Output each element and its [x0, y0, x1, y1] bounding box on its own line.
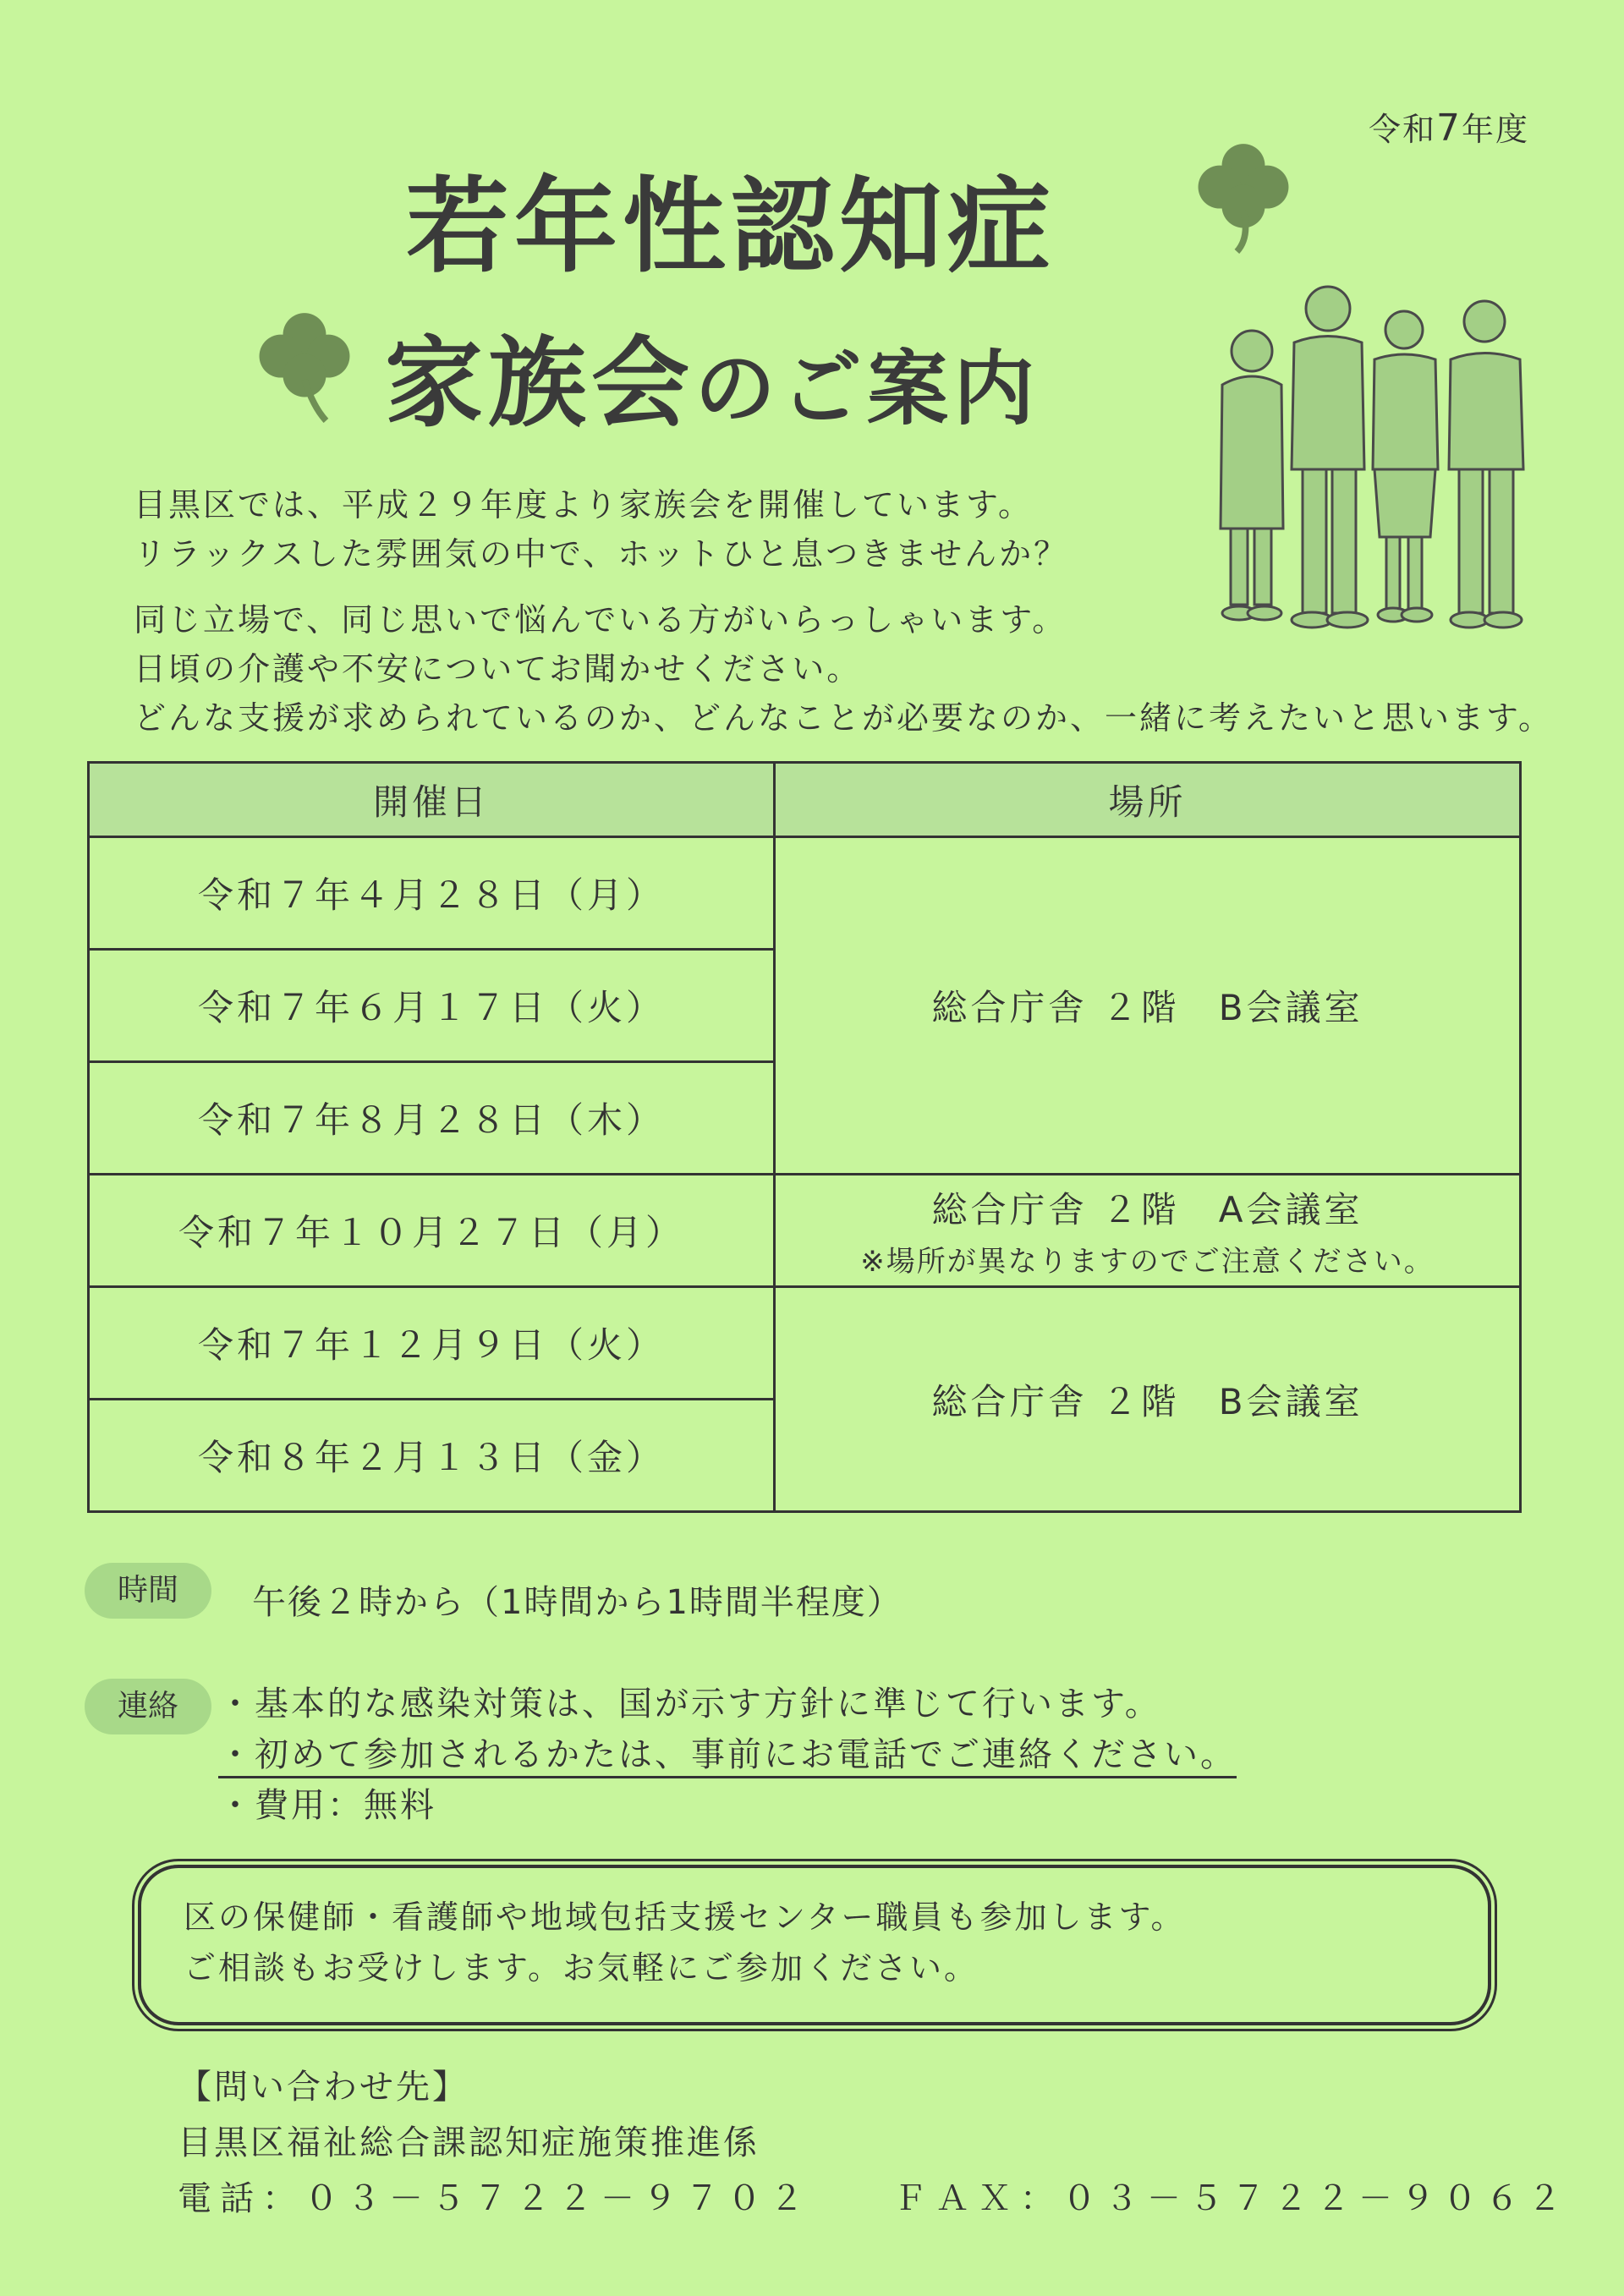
table-row: [89, 1287, 1521, 1400]
intro-line: どんな支援が求められているのか、どんなことが必要なのか、一緒に考えたいと思います。: [134, 699, 1553, 737]
clover-icon: [250, 304, 359, 423]
list-item: ・費用：無料: [218, 1786, 436, 1825]
table-row: [89, 1175, 1521, 1287]
contact-phones: [178, 2171, 1570, 2227]
title-family-meeting: 家族会: [385, 326, 694, 441]
venue-cell: 総合庁舎 ２階 B会議室: [775, 1287, 1521, 1512]
intro-line: 同じ立場で、同じ思いで悩んでいる方がいらっしゃいます。: [134, 601, 1067, 638]
table-header-row: [89, 763, 1521, 837]
date-cell: 令和８年２月１３日（金）: [89, 1400, 775, 1512]
intro-line: 目黒区では、平成２９年度より家族会を開催しています。: [134, 486, 1033, 523]
contact-department: 目黒区福祉総合課認知症施策推進係: [178, 2123, 760, 2162]
time-text: 午後２時から（1時間から1時間半程度）: [252, 1583, 903, 1622]
info-box: [138, 1865, 1491, 2025]
venue-note: ※場所が異なりますのでご注意ください。: [860, 1244, 1435, 1279]
intro-line: リラックスした雰囲気の中で、ホットひと息つきませんか？: [134, 535, 1069, 573]
date-cell: 令和７年８月２８日（木）: [89, 1062, 775, 1175]
date-cell: 令和７年１２月９日（火）: [89, 1287, 775, 1400]
info-line: ご相談もお受けします。お気軽にご参加ください。: [184, 1949, 979, 1986]
clover-icon: [1188, 135, 1298, 254]
list-item: [218, 1729, 1237, 1780]
fiscal-year: 令和7年度: [1368, 107, 1529, 150]
column-header-place: 場所: [775, 763, 1521, 837]
table-row: [89, 837, 1521, 950]
time-label: 時間: [85, 1563, 211, 1619]
title-guide: のご案内: [694, 342, 1040, 436]
fax-number: ＦＡＸ：０３－５７２２－９０６２: [893, 2179, 1570, 2218]
schedule-table: [87, 761, 1522, 1513]
column-header-date: 開催日: [89, 763, 775, 837]
date-cell: 令和７年１０月２７日（月）: [89, 1175, 775, 1287]
intro-line: 日頃の介護や不安についてお聞かせください。: [134, 650, 862, 688]
venue-name: 総合庁舎 ２階 A会議室: [931, 1188, 1363, 1230]
notes-label: 連絡: [85, 1679, 211, 1734]
list-item: ・基本的な感染対策は、国が示す方針に準じて行います。: [218, 1685, 1161, 1723]
phone-number: 電話：０３－５７２２－９７０２: [178, 2179, 812, 2218]
info-line: 区の保健師・看護師や地域包括支援センター職員も参加します。: [184, 1899, 1186, 1936]
date-cell: 令和７年６月１７日（火）: [89, 950, 775, 1062]
contact-heading: 【問い合わせ先】: [178, 2068, 469, 2107]
page-title-line-1: 若年性認知症: [406, 167, 1056, 287]
venue-cell: 総合庁舎 ２階 B会議室: [775, 837, 1521, 1175]
notes-list: [218, 1679, 1237, 1831]
page-title-line-2: [385, 304, 1040, 446]
venue-cell: [775, 1175, 1521, 1287]
intro-text: [134, 480, 1553, 743]
date-cell: 令和７年４月２８日（月）: [89, 837, 775, 950]
underlined-note: ・初めて参加されるかたは、事前にお電話でご連絡ください。: [218, 1735, 1237, 1778]
contact-section: [178, 2059, 1570, 2227]
